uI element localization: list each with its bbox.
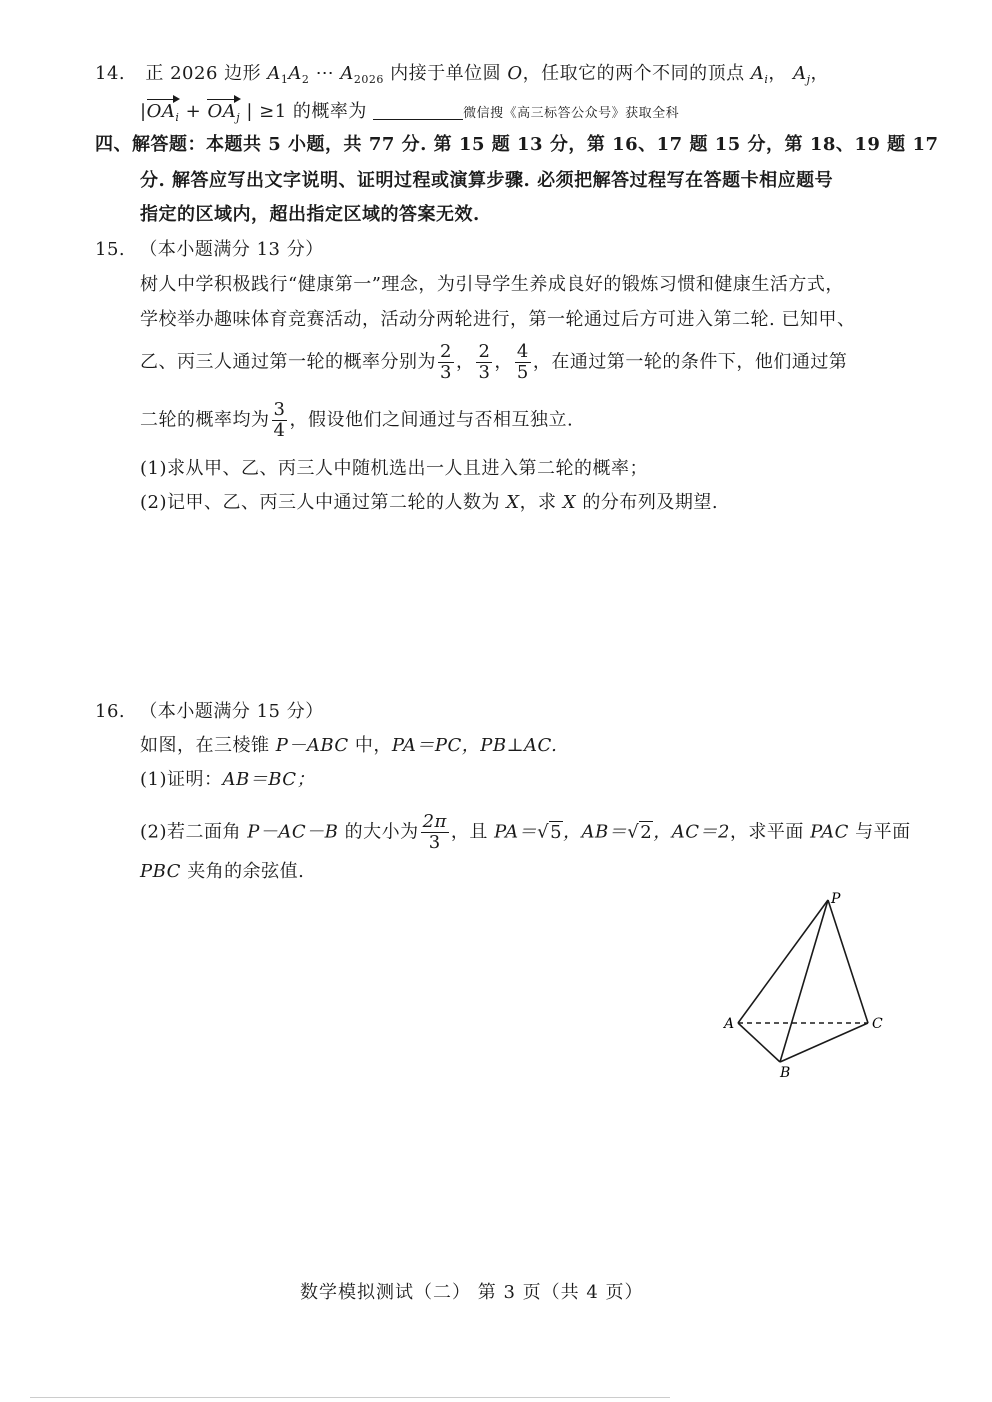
q16-part2: (2)若二面角 P－AC－B 的大小为 $\frac{2\pi}{3}$ ，且 PA＝√5，AB＝√2，AC＝2，求平面 PAC 与平面 <box>140 811 911 853</box>
vector-oai: $OA_i$ <box>147 98 180 130</box>
q16-header: 16. （本小题满分 15 分） <box>95 701 324 722</box>
q14-line1: 14. 正 2026 边形 $A_1A_2$ ⋯ $A_{2026}$ 内接于单位圆 O，任取它的两个不同的顶点 $A_i$， $A_j$， <box>95 63 829 86</box>
q16-part1: (1)证明：AB＝BC； <box>140 769 316 790</box>
section4-line2: 分. 解答应写出文字说明、证明过程或演算步骤. 必须把解答过程写在答题卡相应题号 <box>140 170 834 191</box>
q15-part2: (2)记甲、乙、丙三人中通过第二轮的人数为 X，求 X 的分布列及期望. <box>140 492 719 513</box>
q15-line1: 树人中学积极践行“健康第一”理念，为引导学生养成良好的锻炼习惯和健康生活方式， <box>140 274 844 295</box>
fraction-2pi-3: $\frac{2\pi}{3}$ <box>422 811 447 853</box>
q16-line1: 如图，在三棱锥 P－ABC 中，PA＝PC，PB⊥AC. <box>140 735 558 756</box>
page-footer: 数学模拟测试（二） 第 3 页（共 4 页） <box>300 1282 644 1303</box>
q14-number: 14. <box>95 63 126 84</box>
q14-line2: $|OA_i + OA_j$ | ≥1 的概率为 微信搜《高三标答公众号》获取全科 <box>140 98 679 130</box>
q15-part1: (1)求从甲、乙、丙三人中随机选出一人且进入第二轮的概率； <box>140 458 648 479</box>
label-c: C <box>872 1016 883 1032</box>
q16-number: 16. <box>95 701 126 722</box>
tetrahedron-figure <box>720 885 890 1085</box>
q15-line3: 乙、丙三人通过第一轮的概率分别为 $\frac{2}{3}$ ， $\frac{2}{3}$ ， $\frac{4}{5}$ ，在通过第一轮的条件下，他们通过第 <box>140 341 848 383</box>
answer-blank <box>373 101 463 120</box>
edge-pb <box>780 900 828 1062</box>
vector-oaj: $OA_j$ <box>207 98 240 130</box>
q15-line4: 二轮的概率均为 $\frac{3}{4}$ ，假设他们之间通过与否相互独立. <box>140 399 574 441</box>
fraction-4-5: $\frac{4}{5}$ <box>516 341 529 383</box>
label-b: B <box>780 1065 791 1081</box>
fraction-3-4: $\frac{3}{4}$ <box>273 399 286 441</box>
label-p: P <box>831 891 841 907</box>
fraction-2-3: $\frac{2}{3}$ <box>440 341 452 383</box>
label-a: A <box>724 1016 735 1032</box>
section4-line3: 指定的区域内，超出指定区域的答案无效. <box>140 204 480 225</box>
edge-pc <box>828 900 868 1023</box>
watermark-ad: 微信搜《高三标答公众号》获取全科 <box>463 106 680 121</box>
section4-line1: 四、解答题：本题共 5 小题，共 77 分. 第 15 题 13 分，第 16、17 题 15 分，第 18、19 题 17 <box>95 134 939 155</box>
bottom-rule <box>30 1397 670 1398</box>
fraction-2-3: $\frac{2}{3}$ <box>478 341 491 383</box>
q15-number: 15. <box>95 239 126 260</box>
q15-header: 15. （本小题满分 13 分） <box>95 239 324 260</box>
q15-line2: 学校举办趣味体育竞赛活动，活动分两轮进行，第一轮通过后方可进入第二轮. 已知甲、 <box>140 309 856 330</box>
edge-ab <box>738 1023 780 1062</box>
edge-bc <box>780 1023 868 1062</box>
edge-pa <box>738 900 828 1023</box>
q16-line4: PBC 夹角的余弦值. <box>140 861 305 882</box>
